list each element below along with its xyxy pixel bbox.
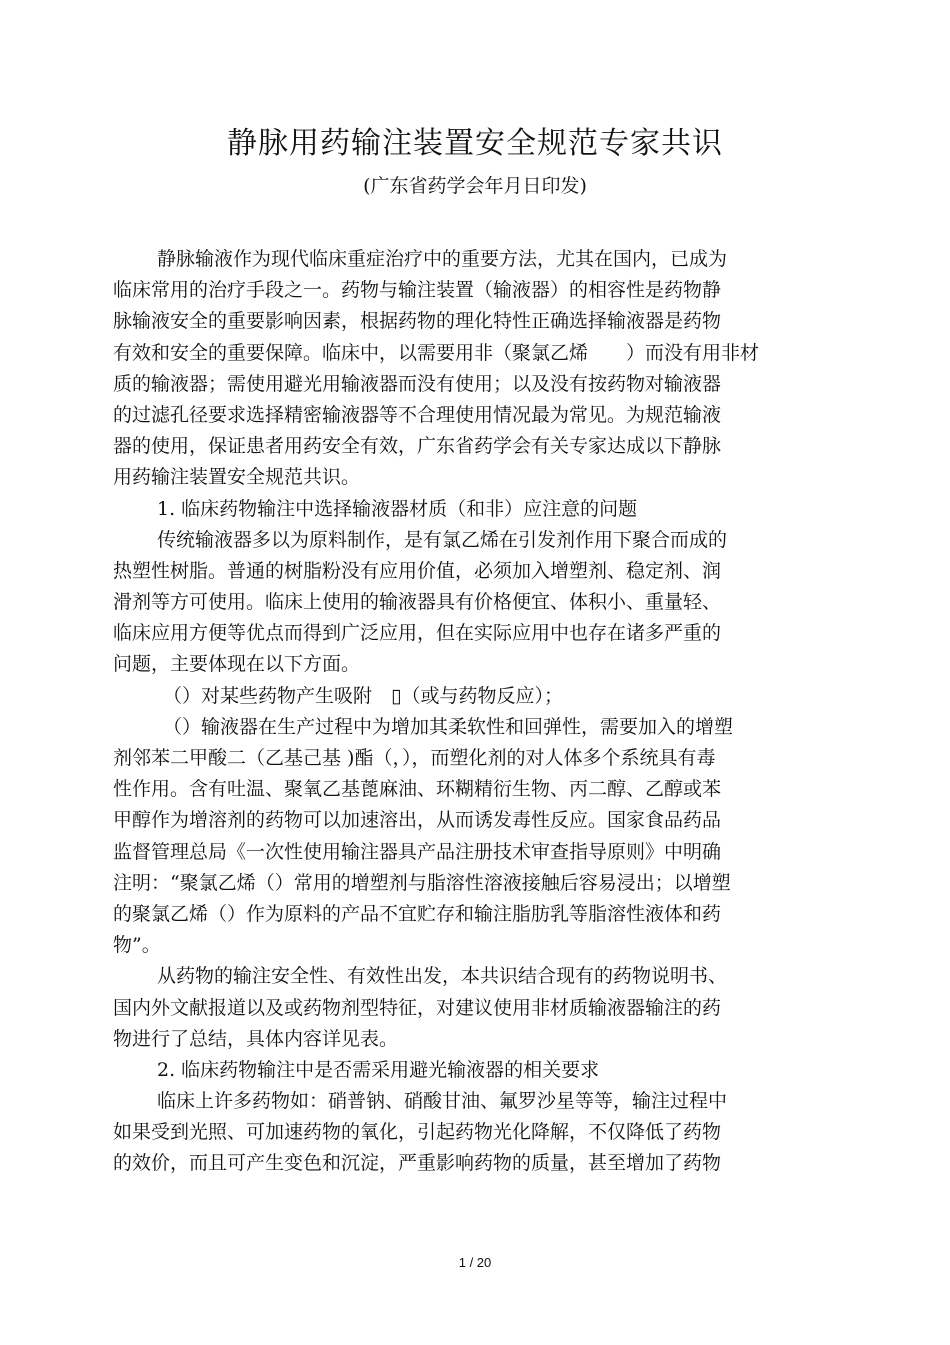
- document-subtitle: (广东省药学会年月日印发): [363, 175, 587, 197]
- text-line: 的聚氯乙烯（）作为原料的产品不宜贮存和输注脂肪乳等脂溶性液体和药: [113, 902, 722, 925]
- text-line: 临床上许多药物如：硝普钠、硝酸甘油、氟罗沙星等等，输注过程中: [157, 1090, 728, 1113]
- text-line: 热塑性树脂。普通的树脂粉没有应用价值，必须加入增塑剂、稳定剂、润: [113, 559, 722, 582]
- text-line: 静脉输液作为现代临床重症治疗中的重要方法，尤其在国内，已成为: [157, 248, 728, 270]
- text-line: 的过滤孔径要求选择精密输液器等不合理使用情况最为常见。为规范输液: [113, 403, 722, 426]
- text-line: 从药物的输注安全性、有效性出发，本共识结合现有的药物说明书、: [157, 965, 728, 988]
- text-line: 用药输注装置安全规范共识。: [113, 466, 361, 489]
- page-number: 1 / 20: [458, 1255, 492, 1270]
- text-line: 剂邻苯二甲酸二（乙基己基 )酯（，），而塑化剂的对人体多个系统具有毒: [113, 747, 716, 769]
- text-line: （）对某些药物产生吸附 ▯（或与药物反应）；: [163, 684, 563, 707]
- text-line: 滑剂等方可使用。临床上使用的输液器具有价格便宜、体积小、重量轻、: [113, 591, 722, 614]
- text-line: 的效价，而且可产生变色和沉淀，严重影响药物的质量，甚至增加了药物: [113, 1152, 722, 1175]
- text-line: 问题，主要体现在以下方面。: [113, 653, 361, 676]
- text-line: 甲醇作为增溶剂的药物可以加速溶出，从而诱发毒性反应。国家食品药品: [113, 809, 722, 832]
- text-line: 2. 临床药物输注中是否需采用避光输液器的相关要求: [157, 1058, 600, 1081]
- text-line: 质的输液器；需使用避光用输液器而没有使用；以及没有按药物对输液器: [113, 372, 722, 395]
- text-line: 性作用。含有吐温、聚氧乙基蓖麻油、环糊精衍生物、丙二醇、乙醇或苯: [113, 778, 722, 801]
- text-line: 有效和安全的重要保障。临床中，以需要用非（聚氯乙烯 ）而没有用非材: [113, 341, 760, 364]
- document-body: [113, 244, 833, 1180]
- text-line: 临床应用方便等优点而得到广泛应用，但在实际应用中也存在诸多严重的: [113, 622, 722, 645]
- text-line: 1. 临床药物输注中选择输液器材质（和非）应注意的问题: [157, 497, 638, 520]
- text-line: 器的使用，保证患者用药安全有效，广东省药学会有关专家达成以下静脉: [113, 435, 722, 458]
- text-line: 物”。: [113, 934, 161, 957]
- text-line: 注明：“聚氯乙烯（）常用的增塑剂与脂溶性溶液接触后容易浸出；以增塑: [113, 871, 731, 894]
- text-line: 如果受到光照、可加速药物的氧化，引起药物光化降解，不仅降低了药物: [113, 1121, 722, 1144]
- text-line: 监督管理总局《一次性使用输注器具产品注册技术审查指导原则》中明确: [113, 840, 722, 863]
- text-line: 脉输液安全的重要影响因素，根据药物的理化特性正确选择输液器是药物: [113, 310, 722, 333]
- text-line: 物进行了总结，具体内容详见表。: [113, 1027, 399, 1050]
- text-line: （）输液器在生产过程中为增加其柔软性和回弹性，需要加入的增塑: [163, 715, 734, 738]
- document-title: 静脉用药输注装置安全规范专家共识: [227, 126, 723, 161]
- text-line: 传统输液器多以为原料制作，是有氯乙烯在引发剂作用下聚合而成的: [157, 528, 728, 551]
- text-line: 国内外文献报道以及或药物剂型特征，对建议使用非材质输液器输注的药: [113, 996, 722, 1019]
- text-line: 临床常用的治疗手段之一。药物与输注装置（输液器）的相容性是药物静: [113, 279, 722, 302]
